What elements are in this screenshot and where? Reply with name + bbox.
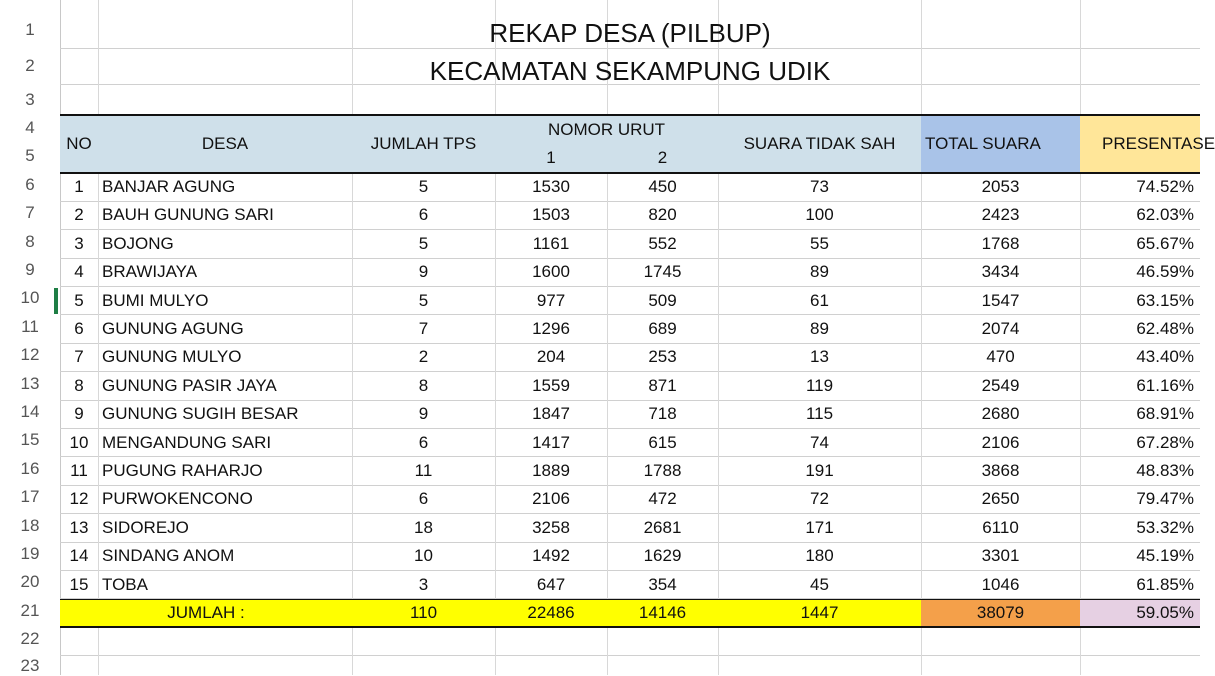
- row-number[interactable]: 1: [25, 20, 35, 39]
- table-cell-total[interactable]: 2680: [981, 404, 1020, 424]
- row-number[interactable]: 2: [25, 56, 35, 75]
- table-cell-no[interactable]: 5: [74, 290, 84, 310]
- table-cell-no[interactable]: 7: [74, 347, 84, 367]
- table-cell-n1[interactable]: 2106: [532, 489, 570, 509]
- table-cell-no[interactable]: 10: [69, 432, 89, 452]
- table-cell-pct[interactable]: 53.32%: [1136, 517, 1194, 537]
- header-urut-1[interactable]: 1: [546, 148, 556, 167]
- row-number[interactable]: 6: [25, 175, 35, 194]
- table-cell-n2[interactable]: 820: [648, 205, 677, 225]
- table-cell-tps[interactable]: 11: [414, 461, 433, 480]
- table-cell-pct[interactable]: 62.03%: [1136, 205, 1194, 225]
- table-cell-tps[interactable]: 6: [418, 432, 429, 452]
- table-cell-desa[interactable]: TOBA: [102, 574, 148, 594]
- table-cell-total[interactable]: 2423: [981, 205, 1020, 225]
- table-cell-no[interactable]: 8: [74, 375, 84, 395]
- table-cell-no[interactable]: 6: [74, 319, 84, 338]
- table-cell-n2[interactable]: 1629: [643, 546, 682, 566]
- table-cell-no[interactable]: 15: [69, 574, 89, 594]
- total-top-border: [60, 599, 1200, 600]
- table-cell-tidak-sah[interactable]: 74: [810, 432, 829, 452]
- table-cell-tps[interactable]: 9: [418, 404, 429, 424]
- header-presentase[interactable]: PRESENTASE: [1102, 133, 1215, 153]
- table-cell-n1[interactable]: 1296: [532, 319, 570, 338]
- table-cell-n2[interactable]: 253: [648, 347, 677, 367]
- table-cell-desa[interactable]: GUNUNG SUGIH BESAR: [102, 404, 299, 424]
- table-cell-tidak-sah[interactable]: 100: [805, 205, 834, 225]
- table-cell-n1[interactable]: 1600: [532, 262, 570, 282]
- table-cell-tidak-sah[interactable]: 89: [810, 262, 829, 282]
- row-number[interactable]: 16: [20, 459, 40, 478]
- row-number[interactable]: 23: [20, 656, 40, 675]
- table-cell-n2[interactable]: 871: [648, 375, 677, 395]
- header-suara-tidak-sah[interactable]: SUARA TIDAK SAH: [743, 133, 896, 153]
- table-cell-no[interactable]: 2: [74, 205, 84, 225]
- table-cell-no[interactable]: 11: [70, 461, 88, 480]
- table-cell-total[interactable]: 3301: [981, 546, 1020, 566]
- table-cell-desa[interactable]: BRAWIJAYA: [102, 262, 198, 282]
- header-total-suara[interactable]: TOTAL SUARA: [925, 133, 1041, 153]
- table-cell-tidak-sah[interactable]: 55: [810, 233, 829, 253]
- table-cell-pct[interactable]: 68.91%: [1136, 404, 1194, 424]
- row-number[interactable]: 13: [20, 374, 40, 393]
- table-cell-tps[interactable]: 10: [414, 546, 433, 566]
- table-cell-tps[interactable]: 2: [418, 347, 429, 367]
- table-cell-n2[interactable]: 1788: [643, 461, 682, 480]
- table-cell-n1[interactable]: 1889: [532, 461, 570, 480]
- total-n2[interactable]: 14146: [638, 603, 687, 622]
- row-number[interactable]: 4: [25, 118, 35, 137]
- table-cell-tps[interactable]: 5: [418, 177, 429, 196]
- table-cell-total[interactable]: 6110: [982, 517, 1019, 537]
- table-top-border: [60, 114, 1200, 116]
- row-number[interactable]: 17: [20, 487, 40, 506]
- table-cell-desa[interactable]: BANJAR AGUNG: [102, 177, 236, 196]
- table-cell-n2[interactable]: 509: [648, 290, 677, 310]
- row-number[interactable]: 18: [20, 516, 40, 535]
- table-cell-pct[interactable]: 48.83%: [1136, 461, 1194, 480]
- table-cell-total[interactable]: 3434: [981, 262, 1020, 282]
- table-cell-no[interactable]: 13: [69, 517, 89, 537]
- sheet-subtitle[interactable]: KECAMATAN SEKAMPUNG UDIK: [429, 56, 831, 86]
- table-cell-n1[interactable]: 1492: [532, 546, 570, 566]
- table-cell-desa[interactable]: BUMI MULYO: [102, 290, 209, 310]
- table-cell-desa[interactable]: SIDOREJO: [102, 517, 189, 537]
- table-cell-tidak-sah[interactable]: 73: [810, 177, 829, 196]
- table-cell-desa[interactable]: PURWOKENCONO: [102, 489, 253, 509]
- table-cell-no[interactable]: 4: [74, 262, 84, 282]
- table-cell-tidak-sah[interactable]: 180: [805, 546, 834, 566]
- table-cell-desa[interactable]: SINDANG ANOM: [102, 546, 235, 566]
- table-cell-pct[interactable]: 62.48%: [1136, 319, 1194, 338]
- table-cell-tidak-sah[interactable]: 45: [810, 574, 829, 594]
- total-tps[interactable]: 110: [409, 603, 438, 622]
- table-cell-n2[interactable]: 450: [648, 177, 677, 196]
- row-number[interactable]: 21: [20, 601, 40, 620]
- table-bottom-border: [60, 626, 1200, 628]
- table-cell-total[interactable]: 1768: [981, 233, 1020, 253]
- table-cell-n2[interactable]: 689: [648, 319, 677, 338]
- table-cell-n2[interactable]: 472: [648, 489, 677, 509]
- table-cell-tidak-sah[interactable]: 115: [805, 404, 834, 424]
- row-number[interactable]: 11: [21, 317, 39, 336]
- table-cell-no[interactable]: 12: [69, 489, 89, 509]
- table-cell-tps[interactable]: 5: [418, 233, 429, 253]
- table-cell-n1[interactable]: 1847: [532, 404, 570, 424]
- total-label[interactable]: JUMLAH :: [167, 603, 245, 622]
- table-cell-n2[interactable]: 1745: [643, 262, 682, 282]
- row-number[interactable]: 15: [20, 430, 40, 449]
- table-cell-tidak-sah[interactable]: 13: [810, 347, 829, 367]
- table-cell-n1[interactable]: 1530: [532, 177, 570, 196]
- table-cell-tps[interactable]: 6: [418, 205, 429, 225]
- table-cell-tidak-sah[interactable]: 89: [810, 319, 829, 338]
- table-cell-pct[interactable]: 65.67%: [1136, 233, 1194, 253]
- row-number[interactable]: 9: [25, 260, 35, 279]
- table-cell-total[interactable]: 2106: [981, 432, 1020, 452]
- table-cell-tps[interactable]: 9: [418, 262, 429, 282]
- table-cell-total[interactable]: 2053: [981, 177, 1020, 196]
- table-cell-desa[interactable]: GUNUNG MULYO: [102, 347, 242, 367]
- table-cell-n2[interactable]: 2681: [643, 517, 682, 537]
- row-number[interactable]: 22: [20, 629, 40, 648]
- table-cell-pct[interactable]: 45.19%: [1136, 546, 1194, 566]
- table-cell-desa[interactable]: GUNUNG AGUNG: [102, 319, 244, 338]
- grid-row-line: [60, 655, 1200, 656]
- table-cell-no[interactable]: 14: [69, 546, 89, 566]
- table-cell-n1[interactable]: 3258: [532, 517, 570, 537]
- table-cell-pct[interactable]: 63.15%: [1136, 290, 1194, 310]
- table-cell-n2[interactable]: 552: [648, 233, 677, 253]
- table-cell-total[interactable]: 2650: [981, 489, 1020, 509]
- row-number[interactable]: 20: [20, 572, 40, 591]
- table-cell-tidak-sah[interactable]: 72: [810, 489, 829, 509]
- table-cell-tidak-sah[interactable]: 171: [805, 517, 834, 537]
- table-cell-n1[interactable]: 1161: [532, 233, 570, 253]
- table-cell-tps[interactable]: 3: [418, 574, 429, 594]
- row-number[interactable]: 7: [25, 203, 35, 222]
- table-cell-total[interactable]: 1547: [981, 290, 1020, 310]
- header-desa[interactable]: DESA: [201, 133, 249, 153]
- table-cell-n1[interactable]: 204: [536, 347, 566, 367]
- table-cell-desa[interactable]: BOJONG: [102, 233, 174, 253]
- table-cell-total[interactable]: 1046: [981, 574, 1020, 594]
- total-pct[interactable]: 59.05%: [1136, 603, 1194, 622]
- row-number[interactable]: 12: [20, 345, 40, 364]
- table-cell-n1[interactable]: 1559: [532, 375, 570, 395]
- total-n1[interactable]: 22486: [527, 603, 575, 622]
- table-cell-tps[interactable]: 5: [418, 290, 429, 310]
- row-number[interactable]: 5: [25, 146, 35, 165]
- table-cell-pct[interactable]: 79.47%: [1136, 489, 1194, 509]
- table-cell-no[interactable]: 1: [74, 177, 84, 196]
- table-cell-pct[interactable]: 46.59%: [1136, 262, 1194, 282]
- table-cell-pct[interactable]: 43.40%: [1136, 347, 1194, 367]
- sheet-title[interactable]: REKAP DESA (PILBUP): [489, 18, 771, 48]
- table-cell-n1[interactable]: 647: [536, 574, 566, 594]
- table-cell-n2[interactable]: 718: [648, 404, 677, 424]
- table-cell-pct[interactable]: 67.28%: [1136, 432, 1194, 452]
- table-cell-total[interactable]: 3868: [981, 461, 1020, 480]
- table-cell-tidak-sah[interactable]: 61: [810, 290, 829, 310]
- table-cell-total[interactable]: 2074: [981, 319, 1020, 338]
- table-cell-desa[interactable]: PUGUNG RAHARJO: [102, 461, 263, 480]
- table-cell-no[interactable]: 3: [74, 233, 84, 253]
- table-cell-no[interactable]: 9: [74, 404, 84, 424]
- table-cell-n1[interactable]: 1417: [532, 432, 570, 452]
- row-number[interactable]: 8: [25, 232, 35, 251]
- table-cell-tidak-sah[interactable]: 191: [805, 461, 834, 480]
- table-cell-total[interactable]: 470: [986, 347, 1015, 367]
- table-cell-tps[interactable]: 6: [418, 489, 429, 509]
- table-cell-desa[interactable]: BAUH GUNUNG SARI: [102, 205, 274, 225]
- row-number[interactable]: 14: [20, 402, 40, 421]
- total-suara-sum[interactable]: 38079: [976, 603, 1025, 622]
- header-nomor-urut[interactable]: NOMOR URUT: [547, 119, 666, 139]
- table-cell-tps[interactable]: 8: [418, 375, 429, 395]
- table-cell-total[interactable]: 2549: [981, 375, 1020, 395]
- table-cell-tidak-sah[interactable]: 119: [805, 375, 834, 395]
- table-cell-n2[interactable]: 615: [648, 432, 677, 452]
- row-number[interactable]: 3: [25, 90, 35, 109]
- table-cell-pct[interactable]: 61.16%: [1136, 375, 1194, 395]
- header-bottom-border: [60, 172, 1200, 174]
- row-number[interactable]: 19: [20, 544, 40, 563]
- total-tidak-sah[interactable]: 1447: [800, 603, 839, 622]
- row-number[interactable]: 10: [20, 288, 40, 307]
- header-urut-2[interactable]: 2: [657, 148, 668, 167]
- table-cell-desa[interactable]: MENGANDUNG SARI: [102, 432, 272, 452]
- table-cell-tps[interactable]: 18: [414, 517, 433, 537]
- header-jumlah-tps[interactable]: JUMLAH TPS: [370, 133, 477, 153]
- table-cell-desa[interactable]: GUNUNG PASIR JAYA: [102, 375, 277, 395]
- header-no[interactable]: NO: [66, 133, 92, 153]
- table-cell-tps[interactable]: 7: [418, 319, 429, 338]
- table-cell-pct[interactable]: 61.85%: [1136, 574, 1194, 594]
- table-cell-n1[interactable]: 1503: [532, 205, 570, 225]
- table-cell-n2[interactable]: 354: [648, 574, 677, 594]
- table-cell-n1[interactable]: 977: [536, 290, 566, 310]
- table-cell-pct[interactable]: 74.52%: [1136, 177, 1194, 196]
